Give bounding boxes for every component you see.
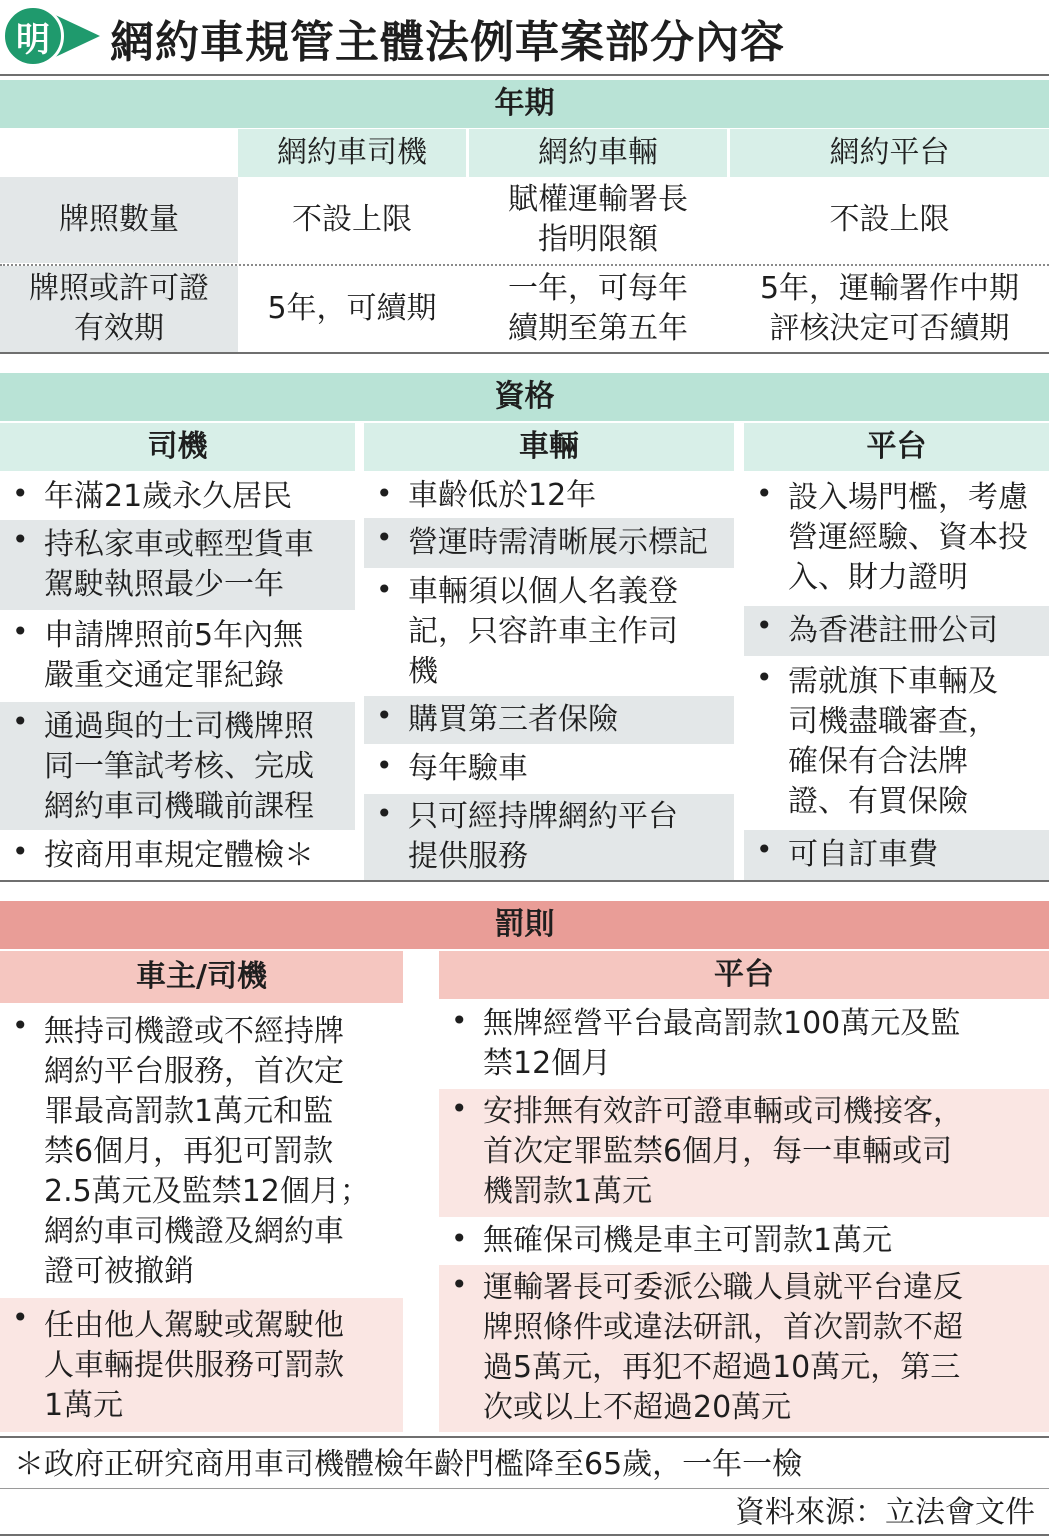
label-line: 牌照或許可證 [29, 271, 209, 306]
item-line: 司機盡職審查， [788, 704, 998, 739]
item-line: • 車輛須以個人名義登 [408, 574, 678, 609]
page-title: 網約車規管主體法例草案部分內容 [110, 17, 785, 68]
cell-line: 一年，可每年 [508, 271, 688, 306]
term-section-title: 年期 [0, 80, 1049, 128]
list-item [439, 1001, 1049, 1087]
item-line: • 每年驗車 [408, 751, 528, 786]
item-line: 過5萬元，再犯不超過10萬元，第三 [483, 1350, 961, 1385]
item-line: • 只可經持牌網約平台 [408, 799, 678, 834]
cell-line: 不設上限 [292, 202, 412, 237]
term-cell [238, 266, 466, 352]
item-line: • 安排無有效許可證車輛或司機接客， [483, 1094, 963, 1129]
cell-line: 5年，可續期 [267, 291, 437, 326]
list-item [744, 830, 1049, 880]
item-line: 確保有合法牌 [788, 744, 968, 779]
item-line: 網約平台服務，首次定 [44, 1054, 344, 1089]
penalty-section-title: 罰則 [0, 901, 1049, 949]
cell-line: 賦權運輸署長 [508, 182, 688, 217]
bottom-rule [0, 1534, 1049, 1536]
item-line: • 無確保司機是車主可罰款1萬元 [483, 1223, 893, 1258]
label-line: 牌照數量 [59, 202, 179, 237]
item-line: • 為香港註冊公司 [788, 613, 998, 648]
item-line: 記，只容許車主作司 [408, 614, 678, 649]
source-credit: 資料來源：立法會文件 [735, 1495, 1035, 1530]
cell-line: 5年，運輸署作中期 [759, 271, 1020, 306]
list-item [439, 1265, 1049, 1432]
newspaper-logo [0, 3, 102, 69]
list-item [439, 1219, 1049, 1263]
list-item [744, 474, 1049, 604]
list-item [364, 518, 734, 568]
term-cell [238, 177, 466, 263]
list-item [364, 746, 734, 792]
penalty-col-platform: 平台 [439, 951, 1049, 999]
list-item [0, 474, 355, 520]
item-line: 次或以上不超過20萬元 [483, 1390, 792, 1425]
item-line: 牌照條件或違法研訊，首次罰款不超 [483, 1310, 963, 1345]
item-line: • 任由他人駕駛或駕駛他 [44, 1308, 344, 1343]
item-line: • 無牌經營平台最高罰款100萬元及監 [483, 1006, 961, 1041]
list-item [0, 1006, 403, 1296]
list-item [439, 1089, 1049, 1217]
item-line: • 通過與的士司機牌照 [44, 709, 314, 744]
item-line: • 設入場門檻，考慮 [788, 480, 1028, 515]
term-col-platform: 網約平台 [730, 129, 1049, 177]
item-line: • 無持司機證或不經持牌 [44, 1014, 344, 1049]
term-cell [469, 177, 727, 263]
list-item [0, 1298, 403, 1432]
cell-line: 評核決定可否續期 [769, 311, 1010, 346]
item-line: 證、有買保險 [788, 784, 968, 819]
cell-line: 不設上限 [829, 202, 950, 237]
list-item [744, 606, 1049, 656]
list-item [0, 612, 355, 700]
item-line: 提供服務 [408, 839, 528, 874]
term-cell [730, 177, 1049, 263]
item-line: 禁12個月 [483, 1046, 612, 1081]
item-line: 入、財力證明 [788, 560, 968, 595]
item-line: 機罰款1萬元 [483, 1174, 653, 1209]
cell-line: 指明限額 [538, 222, 658, 257]
qual-col-driver: 司機 [0, 423, 355, 471]
title-bar [0, 0, 1049, 74]
item-line: 機 [408, 654, 438, 689]
penalty-col-owner-driver: 車主/司機 [0, 951, 403, 1003]
footnote: ＊政府正研究商用車司機體檢年齡門檻降至65歲，一年一檢 [14, 1447, 803, 1482]
item-line: 人車輛提供服務可罰款 [44, 1348, 344, 1383]
section-divider [0, 1436, 1049, 1438]
list-item [364, 696, 734, 744]
footnote-divider [0, 1488, 1049, 1489]
label-line: 有效期 [74, 311, 164, 346]
item-line: • 運輸署長可委派公職人員就平台違反 [483, 1270, 963, 1305]
item-line: • 按商用車規定體檢＊ [44, 838, 314, 873]
item-line: 網約車司機證及網約車 [44, 1214, 344, 1249]
title-divider [0, 74, 1049, 76]
list-item [364, 570, 734, 694]
item-line: 營運經驗、資本投 [788, 520, 1028, 555]
term-cell [730, 266, 1049, 352]
item-line: 禁6個月，再犯可罰款 [44, 1134, 334, 1169]
item-line: • 年滿21歲永久居民 [44, 479, 293, 514]
list-item [364, 474, 734, 518]
term-corner-cell [0, 129, 238, 177]
item-line: • 可自訂車費 [788, 837, 938, 872]
item-line: 罪最高罰款1萬元和監 [44, 1094, 334, 1129]
qual-col-vehicle: 車輛 [364, 423, 734, 471]
term-row-label [0, 266, 238, 352]
list-item [0, 832, 355, 878]
item-line: 網約車司機職前課程 [44, 789, 314, 824]
section-divider [0, 880, 1049, 882]
item-line: • 車齡低於12年 [408, 478, 597, 513]
list-item [744, 658, 1049, 828]
term-row-label [0, 177, 238, 263]
cell-line: 續期至第五年 [508, 311, 688, 346]
item-line: 首次定罪監禁6個月，每一車輛或司 [483, 1134, 953, 1169]
list-item [0, 520, 355, 610]
term-col-driver: 網約車司機 [238, 129, 466, 177]
item-line: • 營運時需清晰展示標記 [408, 525, 708, 560]
item-line: 2.5萬元及監禁12個月； [44, 1174, 370, 1209]
term-cell [469, 266, 727, 352]
item-line: 駕駛執照最少一年 [44, 567, 284, 602]
logo-glyph: 明 [2, 5, 64, 67]
item-line: • 需就旗下車輛及 [788, 664, 998, 699]
item-line: 1萬元 [44, 1388, 124, 1423]
term-col-vehicle: 網約車輛 [469, 129, 727, 177]
qualification-section-title: 資格 [0, 373, 1049, 421]
list-item [0, 702, 355, 830]
qual-col-platform: 平台 [744, 423, 1049, 471]
item-line: 證可被撤銷 [44, 1254, 194, 1289]
item-line: • 購買第三者保險 [408, 702, 618, 737]
section-divider [0, 352, 1049, 354]
item-line: • 持私家車或輕型貨車 [44, 527, 314, 562]
item-line: 嚴重交通定罪紀錄 [44, 658, 284, 693]
item-line: • 申請牌照前5年內無 [44, 618, 304, 653]
list-item [364, 794, 734, 880]
item-line: 同一筆試考核、完成 [44, 749, 314, 784]
